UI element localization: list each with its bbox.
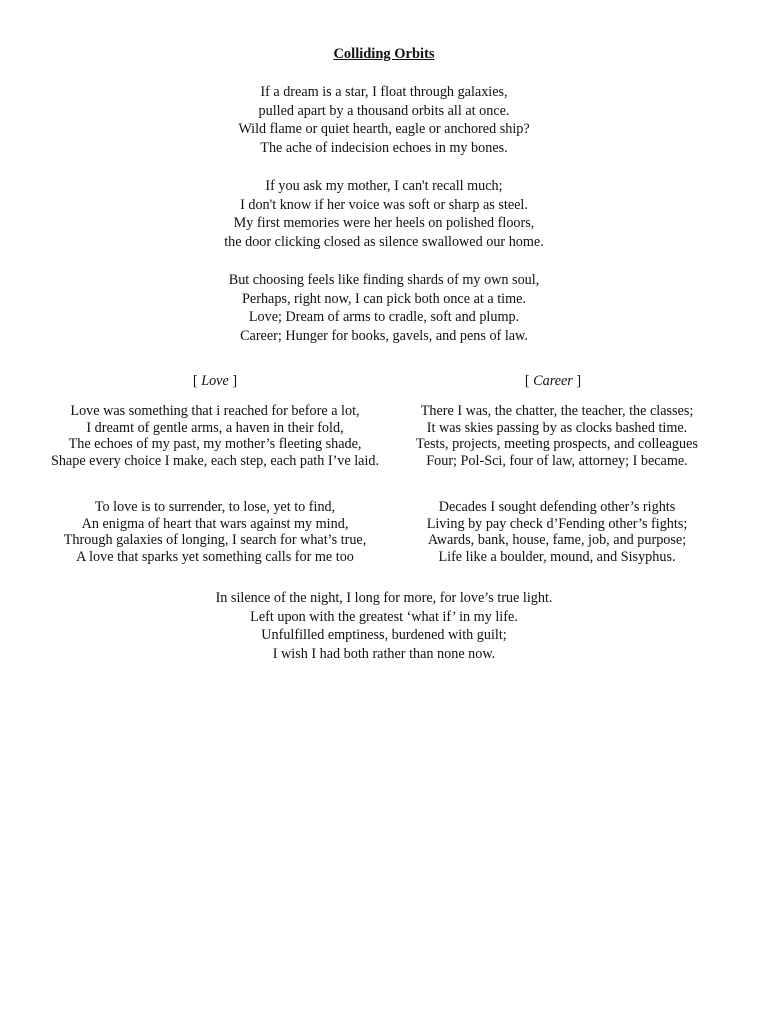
poem-line: Perhaps, right now, I can pick both once at a time. [242, 290, 526, 307]
poem-line: Four; Pol-Sci, four of law, attorney; I became. [426, 452, 688, 469]
bracket-open: [ [524, 373, 534, 389]
poem-line: To love is to surrender, to lose, yet to find, [94, 499, 336, 515]
poem-line: My first memories were her heels on polished floors, [233, 215, 535, 232]
poem-line: I dreamt of gentle arms, a haven in their fold, [86, 419, 344, 436]
poem-line: Love was something that i reached for before a lot, [70, 403, 360, 419]
closing-stanza [0, 589, 768, 664]
love-stanza-1 [30, 403, 400, 469]
poem-line: Decades I sought defending other’s rights [438, 499, 676, 515]
stanza-1 [0, 83, 768, 158]
poem-line: the door clicking closed as silence swallowed our home. [224, 234, 544, 251]
love-column-heading [30, 372, 400, 390]
poem-line: There I was, the chatter, the teacher, the classes; [420, 403, 694, 419]
poem-line: An enigma of heart that wars against my mind, [81, 515, 349, 532]
career-stanza-1 [372, 403, 742, 469]
poem-line: It was skies passing by as clocks bashed time. [426, 419, 688, 436]
poem-line: The ache of indecision echoes in my bones. [260, 140, 508, 157]
poem-line: Awards, bank, house, fame, job, and purpose; [427, 532, 687, 548]
poem-line: The echoes of my past, my mother’s fleeting shade, [68, 436, 362, 452]
poem-line: Wild flame or quiet hearth, eagle or anchored ship? [238, 121, 530, 138]
stanza-3 [0, 271, 768, 346]
poem-line: I don't know if her voice was soft or sharp as steel. [240, 196, 528, 213]
poem-line: Shape every choice I make, each step, each path I’ve laid. [50, 452, 380, 469]
bracket-close: ] [572, 373, 582, 389]
career-stanza-2 [372, 499, 742, 565]
poem-line: If a dream is a star, I float through galaxies, [260, 84, 508, 100]
poem-line: Life like a boulder, mound, and Sisyphus. [438, 548, 676, 565]
poem-line: If you ask my mother, I can't recall much; [265, 178, 503, 194]
love-stanza-2 [30, 499, 400, 565]
poem-line: I wish I had both rather than none now. [272, 646, 496, 663]
poem-line: Tests, projects, meeting prospects, and colleagues [416, 436, 698, 452]
poem-line: Love; Dream of arms to cradle, soft and plump. [248, 309, 520, 326]
poem-line: Career; Hunger for books, gavels, and pens of law. [240, 328, 528, 345]
bracket-close: ] [228, 373, 238, 389]
career-column-heading [368, 372, 738, 390]
love-heading-text: Love [201, 373, 229, 389]
poem-line: pulled apart by a thousand orbits all at once. [258, 102, 510, 119]
poem-line: In silence of the night, I long for more, for love’s true light. [215, 590, 553, 606]
poem-line: A love that sparks yet something calls for me too [76, 548, 354, 565]
poem-line: Living by pay check d’Fending other’s fights; [426, 515, 688, 532]
poem-line: Unfulfilled emptiness, burdened with guilt; [261, 627, 507, 644]
career-heading-text: Career [533, 373, 573, 389]
poem-line: Through galaxies of longing, I search for what’s true, [63, 532, 367, 548]
poem-line: Left upon with the greatest ‘what if’ in my life. [250, 608, 518, 625]
bracket-open: [ [192, 373, 202, 389]
stanza-2 [0, 177, 768, 252]
poem-line: But choosing feels like finding shards of my own soul, [228, 272, 540, 288]
poem-title: Colliding Orbits [333, 46, 435, 62]
